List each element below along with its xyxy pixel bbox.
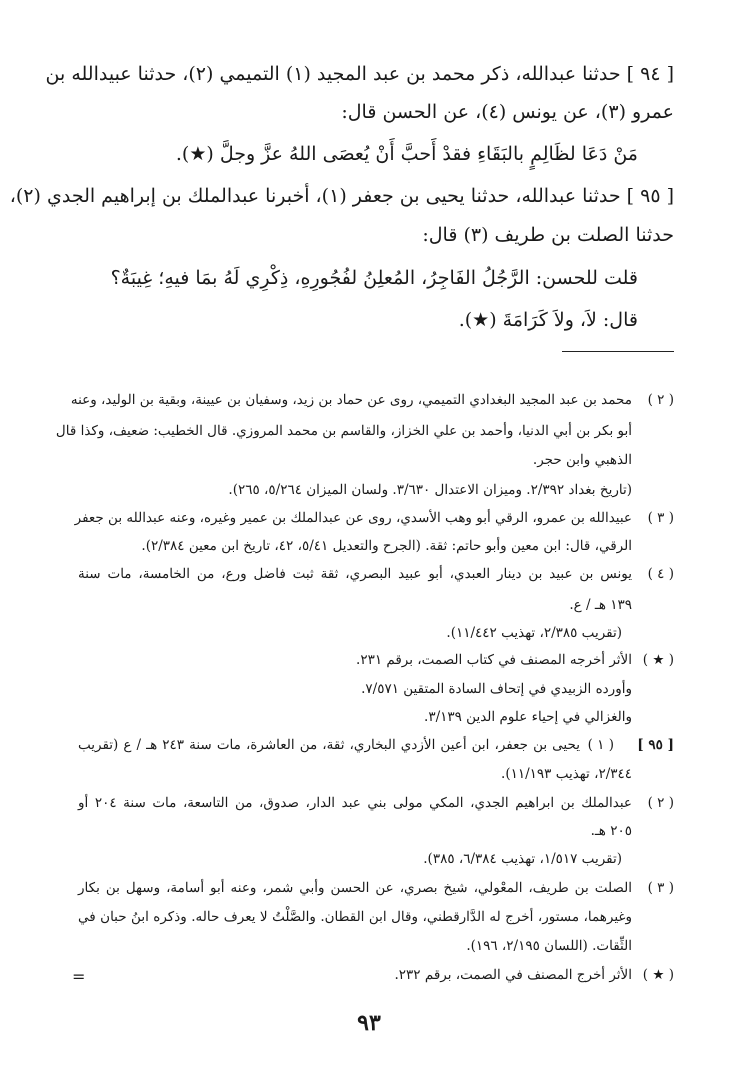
footnote-line <box>78 681 674 703</box>
footnote-text: وأورده الزبيدي في إتحاف السادة المتقين ٧/٥٧١. <box>361 681 632 697</box>
footnote-94-star <box>78 652 674 674</box>
footnote-text: محمد بن عبد المجيد البغدادي التميمي، روى عن حماد بن زيد، وسفيان بن عيينة، وبقية بن الوليد، وعنه <box>70 392 632 408</box>
footnote-number: ( ١ ) <box>587 737 614 753</box>
footnote-text: عبيدالله بن عمرو، الرقي أبو وهب الأسدي، روى عن عبدالملك بن عمير وغيره، وعنه عبدالله بن جعفر <box>74 510 632 526</box>
footnote-number: ( ٤ ) <box>647 566 674 582</box>
footnote-text: يحيى بن جعفر، ابن أعين الأزدي البخاري، ثقة، من العاشرة، مات سنة ٢٤٣ هـ / ع (تقريب <box>78 737 580 753</box>
hadith-94-quote: مَنْ دَعَا لظَالِمٍ بالبَقَاءِ فقدْ أَحبَّ أَنْ يُعصَى اللهُ عزَّ وجلَّ (★). <box>175 143 638 165</box>
footnote-text: عبدالملك بن ابراهيم الجدي، المكي مولى بني عبد الدار، صدوق، من التاسعة، مات سنة ٢٠٤ أو <box>78 795 632 811</box>
hadith-94-line-2: عمرو (٣)، عن يونس (٤)، عن الحسن قال: <box>341 101 674 123</box>
footnote-citation: (تقريب ١/٥١٧، تهذيب ٦/٣٨٤، ٣٨٥). <box>423 851 622 867</box>
footnote-text: الثِّقات. (اللسان ٢/١٩٥، ١٩٦). <box>466 938 632 954</box>
footnote-line <box>78 709 674 731</box>
footnote-text: الأثر أخرجه المصنف في كتاب الصمت، برقم ٢٣١. <box>356 652 632 668</box>
hadith-95-quote-1: قلت للحسن: الرَّجُلُ الفَاجِرُ، المُعلِنُ لفُجُورِهِ، ذِكْرِي لَهُ بمَا فيهِ؛ غِيبَةٌ؟ <box>110 267 638 289</box>
footnote-citation: (تقريب ٢/٣٨٥، تهذيب ١١/٤٤٢). <box>446 625 622 641</box>
footnote-text: الرقي، قال: ابن معين وأبو حاتم: ثقة. (الجرح والتعديل ٥/٤١، ٤٢، تاريخ ابن معين ٢/٣٨٤). <box>141 538 632 554</box>
footnote-line <box>78 823 674 845</box>
footnote-text: الصلت بن طريف، المعْولي، شيخ بصري، عن الحسن وأبي شمر، وعنه أبو أسامة، وسهل بن بكار <box>78 880 632 896</box>
footnote-line <box>55 423 674 445</box>
footnote-95-2 <box>78 795 674 817</box>
footnote-group-95: [ ٩٥ ] <box>637 737 674 753</box>
footnote-line <box>78 482 674 504</box>
footnote-text: الأثر أخرج المصنف في الصمت، برقم ٢٣٢. <box>394 967 632 983</box>
footnote-number: ( ٢ ) <box>647 795 674 811</box>
hadith-95-line-1: [ ٩٥ ] حدثنا عبدالله، حدثنا يحيى بن جعفر (١)، أخبرنا عبدالملك بن إبراهيم الجدي (٢)، <box>9 185 674 207</box>
footnote-text: الذهبي وابن حجر. <box>532 452 632 468</box>
footnote-text: ١٣٩ هـ / ع. <box>569 597 632 613</box>
footnote-95-star <box>78 967 674 989</box>
footnote-citation: (تاريخ بغداد ٢/٣٩٢. وميزان الاعتدال ٣/٦٣٠. ولسان الميزان ٥/٢٦٤، ٢٦٥). <box>228 482 632 498</box>
footnote-line <box>78 597 674 619</box>
footnote-line <box>78 909 674 931</box>
footnote-94-3 <box>74 510 674 532</box>
page-number: ٩٣ <box>357 1010 381 1036</box>
footnote-line <box>78 938 674 960</box>
footnote-94-4 <box>78 566 674 588</box>
footnote-text: والغزالي في إحياء علوم الدين ٣/١٣٩. <box>424 709 632 725</box>
footnote-line <box>78 625 674 647</box>
footnote-number: ( ٣ ) <box>647 510 674 526</box>
footnote-text: ٢٠٥ هـ. <box>590 823 632 839</box>
hadith-95-line-2: حدثنا الصلت بن طريف (٣) قال: <box>422 224 674 246</box>
footnote-number: ( ٢ ) <box>647 392 674 408</box>
footnote-line <box>78 452 674 474</box>
footnote-text: ٢/٣٤٤، تهذيب ١١/١٩٣). <box>501 766 632 782</box>
footnote-line <box>78 851 674 873</box>
footnote-line <box>78 538 674 560</box>
footnote-number: ( ★ ) <box>642 967 674 983</box>
footnote-text: يونس بن عبيد بن دينار العبدي، أبو عبيد البصري، ثقة ثبت فاضل ورع، من الخامسة، مات سنة <box>78 566 632 582</box>
footnote-95-3 <box>78 880 674 902</box>
footnote-text: أبو بكر بن أبي الدنيا، وأحمد بن علي الخزاز، والقاسم بن محمد المروزي. قال الخطيب: ضعيف، وكذا قال <box>55 423 632 439</box>
footnote-number: ( ٣ ) <box>647 880 674 896</box>
footnote-94-2 <box>70 392 674 414</box>
hadith-95-quote-2: قال: لاَ، ولاَ كَرَامَةَ (★). <box>458 309 638 331</box>
hadith-94-line-1: [ ٩٤ ] حدثنا عبدالله، ذكر محمد بن عبد المجيد (١) التميمي (٢)، حدثنا عبيدالله بن <box>45 63 674 85</box>
footnote-95-1 <box>78 737 674 759</box>
footnote-number: ( ★ ) <box>642 652 674 668</box>
footnote-text: وغيرهما، مستور، أخرج له الدَّارقطني، وقال ابن القطان. والصَّلْتُ لا يعرف حاله. وذكره ابنُ حبان في <box>78 909 632 925</box>
footnote-line <box>78 766 674 788</box>
margin-mark: = <box>72 967 86 986</box>
footnote-separator <box>562 351 674 352</box>
